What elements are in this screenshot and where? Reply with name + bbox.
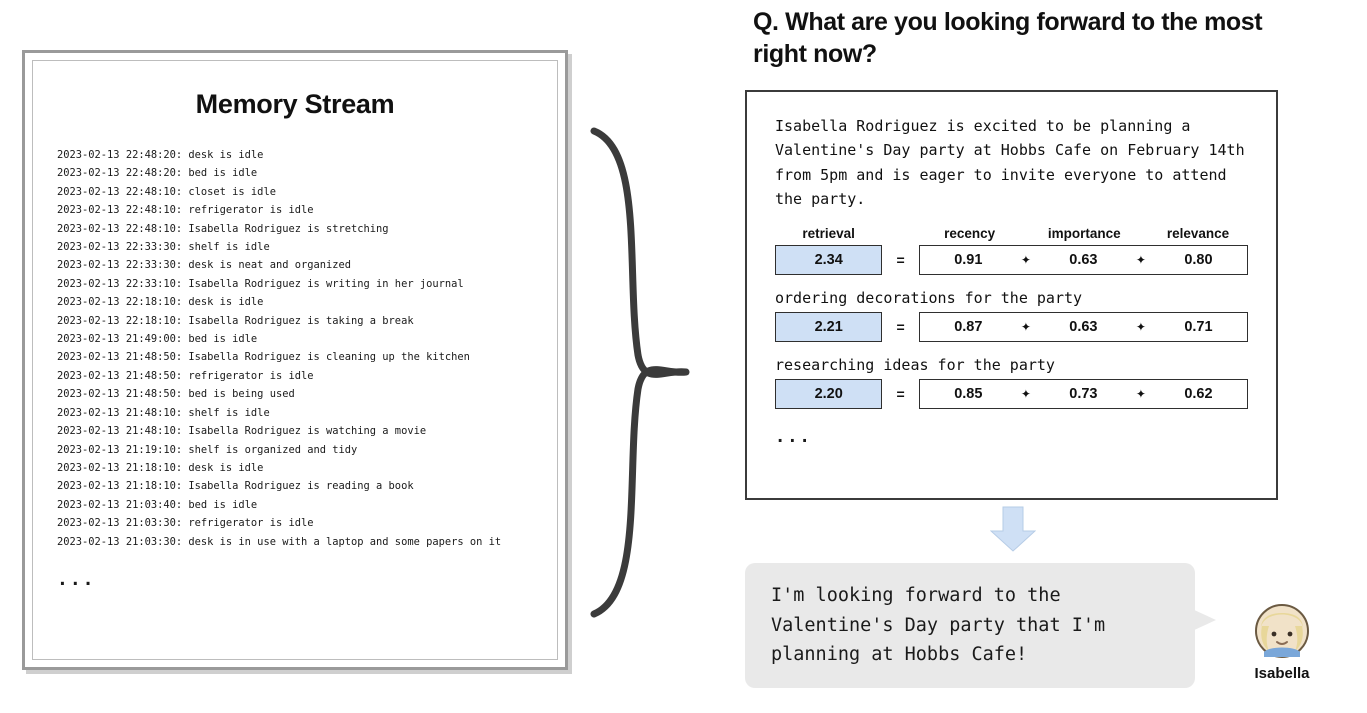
memory-stream-panel (22, 50, 568, 670)
retrieval-factor-box (919, 245, 1248, 275)
header-relevance: relevance (1166, 225, 1230, 241)
retrieval-score-row (775, 379, 1248, 409)
retrieval-factor-box (919, 379, 1248, 409)
memory-stream-ellipsis: ... (57, 568, 96, 590)
memory-entry: 2023-02-13 21:48:10: Isabella Rodriguez is watching a movie (57, 425, 427, 438)
retrieval-score-box: 2.34 (775, 245, 882, 275)
retrieval-score-box: 2.20 (775, 379, 882, 409)
retrieval-row-list (775, 245, 1248, 409)
retrieval-summary-text: Isabella Rodriguez is excited to be planning a Valentine's Day party at Hobbs Cafe on February 14th from 5pm and is eager to invite everyone to attend the party. (775, 117, 1245, 209)
memory-entry: 2023-02-13 21:18:10: desk is idle (57, 461, 264, 474)
memory-entry: 2023-02-13 22:33:10: Isabella Rodriguez is writing in her journal (57, 277, 464, 290)
memory-entry: 2023-02-13 22:33:30: shelf is idle (57, 241, 270, 254)
memory-entry: 2023-02-13 22:48:20: desk is idle (57, 149, 264, 161)
equals-sign: = (896, 385, 905, 402)
retrieval-score-row (775, 245, 1248, 275)
recency-value: 0.87 (954, 318, 983, 335)
question-heading: Q. What are you looking forward to the most right now? (753, 8, 1263, 68)
plus-sign: ✦ (1135, 386, 1146, 401)
retrieval-column-headers (775, 226, 1248, 241)
retrieval-score-row (775, 312, 1248, 342)
avatar (1255, 604, 1309, 658)
memory-stream-inner (32, 60, 558, 660)
memory-entry: 2023-02-13 22:18:10: Isabella Rodriguez is taking a break (57, 314, 414, 327)
header-retrieval: retrieval (802, 225, 855, 241)
avatar-block (1236, 604, 1328, 682)
relevance-value: 0.62 (1184, 385, 1213, 402)
memory-entry: 2023-02-13 22:18:10: desk is idle (57, 296, 264, 309)
plus-sign: ✦ (1020, 319, 1031, 334)
memory-entry: 2023-02-13 22:48:10: refrigerator is idle (57, 204, 314, 217)
answer-speech-bubble (745, 563, 1195, 688)
curly-brace-icon (586, 125, 696, 620)
importance-value: 0.63 (1069, 251, 1098, 268)
memory-entry: 2023-02-13 21:03:40: bed is idle (57, 498, 258, 511)
plus-sign: ✦ (1135, 252, 1146, 267)
memory-entry: 2023-02-13 21:03:30: desk is in use with a laptop and some papers on it (57, 535, 502, 548)
retrieval-ellipsis: ... (775, 426, 812, 447)
memory-entry: 2023-02-13 21:03:30: refrigerator is idle (57, 517, 314, 530)
equals-sign: = (896, 318, 905, 335)
plus-sign: ✦ (1020, 252, 1031, 267)
memory-entry: 2023-02-13 21:48:50: bed is being used (57, 388, 295, 401)
memory-entry: 2023-02-13 21:19:10: shelf is organized and tidy (57, 443, 358, 456)
equals-sign: = (896, 251, 905, 268)
retrieval-factor-box (919, 312, 1248, 342)
speech-bubble-tail (1190, 608, 1216, 634)
header-recency: recency (944, 225, 996, 241)
avatar-name-label: Isabella (1254, 665, 1310, 682)
recency-value: 0.91 (954, 251, 983, 268)
relevance-value: 0.71 (1184, 318, 1213, 335)
memory-entry: 2023-02-13 22:48:10: Isabella Rodriguez is stretching (57, 222, 389, 235)
plus-sign: ✦ (1020, 386, 1031, 401)
memory-entry: 2023-02-13 21:48:10: shelf is idle (57, 406, 270, 419)
memory-entry: 2023-02-13 21:49:00: bed is idle (57, 333, 258, 346)
memory-entry: 2023-02-13 22:48:20: bed is idle (57, 167, 258, 180)
memory-entry: 2023-02-13 21:48:50: refrigerator is idle (57, 369, 314, 382)
importance-value: 0.73 (1069, 385, 1098, 402)
down-arrow-icon (990, 505, 1036, 553)
recency-value: 0.85 (954, 385, 983, 402)
retrieved-memory-label: ordering decorations for the party (775, 288, 1083, 307)
retrieval-panel (745, 90, 1278, 500)
importance-value: 0.63 (1069, 318, 1098, 335)
memory-entry-list (57, 146, 533, 551)
answer-text: I'm looking forward to the Valentine's Day party that I'm planning at Hobbs Cafe! (771, 585, 1106, 666)
memory-stream-title: Memory Stream (195, 89, 395, 119)
memory-entry: 2023-02-13 21:18:10: Isabella Rodriguez is reading a book (57, 480, 414, 493)
memory-entry: 2023-02-13 22:33:30: desk is neat and organized (57, 259, 352, 272)
retrieval-score-box: 2.21 (775, 312, 882, 342)
plus-sign: ✦ (1135, 319, 1146, 334)
relevance-value: 0.80 (1184, 251, 1213, 268)
header-importance: importance (1047, 225, 1121, 241)
memory-entry: 2023-02-13 22:48:10: closet is idle (57, 185, 276, 198)
memory-entry: 2023-02-13 21:48:50: Isabella Rodriguez is cleaning up the kitchen (57, 351, 470, 364)
retrieved-memory-label: researching ideas for the party (775, 355, 1055, 374)
